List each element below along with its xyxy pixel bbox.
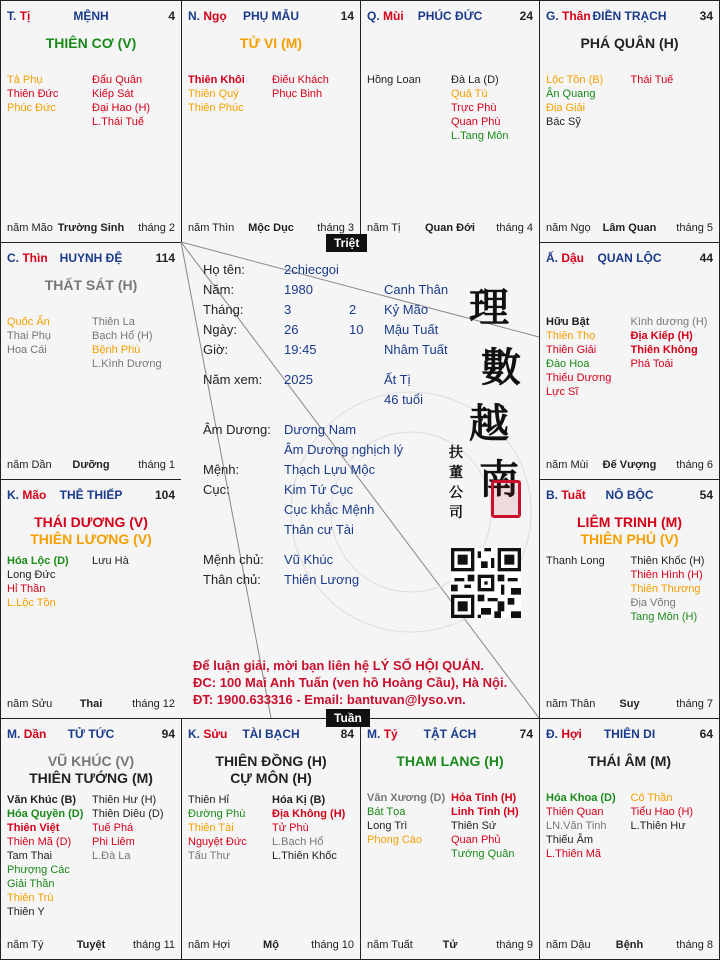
minor-star: Thai Phụ bbox=[7, 330, 52, 342]
palace-tu-tuc bbox=[0, 718, 182, 960]
palace-stage: Mộc Dục bbox=[248, 222, 294, 234]
palace-header bbox=[188, 727, 354, 743]
minor-stars bbox=[188, 73, 356, 213]
minor-star: L.Tang Môn bbox=[451, 130, 509, 142]
palace-footer bbox=[367, 222, 533, 236]
palace-year: năm Dậu bbox=[546, 939, 591, 951]
minor-stars bbox=[7, 73, 177, 213]
minor-star: Bác Sỹ bbox=[546, 116, 581, 128]
palace-can-chi: N. Ngọ bbox=[188, 9, 227, 23]
minor-stars bbox=[546, 315, 715, 455]
value-day-lunar-num: 10 bbox=[349, 322, 364, 337]
palace-header bbox=[367, 9, 533, 25]
minor-star: Địa Kiếp (H) bbox=[630, 330, 693, 342]
palace-footer bbox=[7, 698, 175, 712]
palace-footer bbox=[546, 459, 713, 473]
palace-header bbox=[367, 727, 533, 743]
minor-star: Lộc Tồn (B) bbox=[546, 74, 604, 86]
palace-tai-bach bbox=[181, 718, 361, 960]
palace-stage: Mộ bbox=[263, 939, 279, 951]
palace-year: năm Ngọ bbox=[546, 222, 591, 234]
palace-quan-loc bbox=[539, 242, 720, 480]
main-star: THẤT SÁT (H) bbox=[44, 277, 138, 293]
palace-stage: Tử bbox=[442, 939, 458, 951]
minor-star: Hỉ Thần bbox=[7, 583, 46, 595]
palace-number: 74 bbox=[519, 727, 533, 741]
label-than-chu: Thân chủ: bbox=[203, 572, 261, 587]
palace-footer bbox=[7, 939, 175, 953]
main-star: THIÊN CƠ (V) bbox=[45, 35, 137, 51]
minor-star: Thiên Phúc bbox=[188, 102, 244, 114]
minor-star: Hoa Cái bbox=[7, 344, 47, 356]
palace-footer bbox=[546, 222, 713, 236]
palace-number: 24 bbox=[519, 9, 533, 23]
minor-star: Linh Tinh (H) bbox=[451, 806, 519, 818]
minor-star: Thiên Khốc (H) bbox=[630, 555, 705, 567]
minor-star: Tuế Phá bbox=[92, 822, 134, 834]
palace-can-chi: K. Sửu bbox=[188, 727, 228, 741]
minor-star: L.Thiên Khốc bbox=[272, 850, 337, 862]
main-star: TỬ VI (M) bbox=[239, 35, 303, 51]
label-menh: Mệnh: bbox=[203, 462, 240, 477]
minor-star: Thiên Khôi bbox=[188, 74, 245, 86]
minor-star: Thiên Hư (H) bbox=[92, 794, 157, 806]
palace-month: tháng 2 bbox=[138, 222, 175, 234]
palace-can-chi: B. Tuất bbox=[546, 488, 586, 502]
value-view-year-lunar: Ất Tị bbox=[384, 372, 411, 387]
minor-star: Kiếp Sát bbox=[92, 88, 134, 100]
main-star: THIÊN ĐỒNG (H) bbox=[215, 753, 327, 769]
minor-star: Thiên Hỉ bbox=[188, 794, 229, 806]
triet-tag: Triệt bbox=[326, 234, 367, 252]
minor-star: Địa Không (H) bbox=[272, 808, 346, 820]
value-age: 46 tuổi bbox=[384, 392, 424, 407]
palace-year: năm Tị bbox=[367, 222, 401, 234]
minor-star: Quan Phù bbox=[451, 116, 501, 128]
contact-line: Để luận giải, mời bạn liên hệ LÝ SỐ HỘI QUÁN. bbox=[193, 658, 484, 673]
palace-month: tháng 6 bbox=[676, 459, 713, 471]
palace-can-chi: G. Thân bbox=[546, 9, 591, 23]
minor-star: Thiên Trù bbox=[7, 892, 54, 904]
palace-month: tháng 10 bbox=[311, 939, 354, 951]
palace-tat-ach bbox=[360, 718, 540, 960]
stamp-char: 司 bbox=[449, 505, 463, 521]
minor-star: Lực Sĩ bbox=[546, 386, 579, 398]
minor-star: Tử Phù bbox=[272, 822, 309, 834]
palace-footer bbox=[367, 939, 533, 953]
main-stars bbox=[5, 277, 177, 294]
palace-stage: Tuyệt bbox=[76, 939, 106, 951]
minor-star: L.Đà La bbox=[92, 850, 131, 862]
palace-can-chi: Ấ. Dậu bbox=[546, 251, 585, 265]
palace-can-chi: M. Tý bbox=[367, 727, 398, 741]
minor-star: Trực Phù bbox=[451, 102, 497, 114]
palace-stage: Lâm Quan bbox=[602, 222, 657, 234]
palace-month: tháng 9 bbox=[496, 939, 533, 951]
main-star: THIÊN TƯỚNG (M) bbox=[29, 770, 153, 786]
minor-star: Lưu Hà bbox=[92, 555, 129, 567]
palace-month: tháng 7 bbox=[676, 698, 713, 710]
palace-month: tháng 3 bbox=[317, 222, 354, 234]
palace-year: năm Dần bbox=[7, 459, 52, 471]
palace-stage: Bệnh bbox=[615, 939, 644, 951]
minor-stars bbox=[7, 315, 177, 455]
contact-line: ĐC: 100 Mai Anh Tuấn (ven hồ Hoàng Cầu), Hà Nội. bbox=[193, 675, 508, 690]
minor-stars bbox=[7, 554, 177, 694]
palace-name: THIÊN DI bbox=[603, 727, 656, 741]
minor-stars bbox=[188, 793, 356, 933]
minor-star: Quả Tú bbox=[451, 88, 488, 100]
minor-star: Tả Phụ bbox=[7, 74, 43, 86]
minor-star: Thiên Thương bbox=[630, 583, 701, 595]
minor-star: Điếu Khách bbox=[272, 74, 329, 86]
palace-month: tháng 5 bbox=[676, 222, 713, 234]
stamp-char: 扶 bbox=[449, 445, 463, 461]
palace-number: 64 bbox=[699, 727, 713, 741]
palace-name: PHÚC ĐỨC bbox=[417, 9, 483, 23]
value-amduong-2: Âm Dương nghịch lý bbox=[284, 442, 404, 457]
minor-star: Hỏa Tinh (H) bbox=[451, 792, 517, 804]
label-name: Họ tên: bbox=[203, 262, 245, 277]
palace-stage: Trường Sinh bbox=[57, 222, 125, 234]
palace-number: 114 bbox=[155, 251, 175, 265]
palace-number: 44 bbox=[699, 251, 713, 265]
red-seal-icon bbox=[491, 480, 521, 518]
minor-star: Cô Thần bbox=[630, 792, 673, 804]
qr-code-icon[interactable] bbox=[451, 548, 521, 618]
main-stars bbox=[544, 35, 715, 52]
label-day: Ngày: bbox=[203, 322, 237, 337]
minor-star: Bệnh Phù bbox=[92, 344, 141, 356]
palace-number: 54 bbox=[699, 488, 713, 502]
minor-star: Phượng Các bbox=[7, 864, 70, 876]
palace-dien-trach bbox=[539, 0, 720, 243]
value-cuc-3: Thân cư Tài bbox=[284, 522, 354, 537]
minor-star: Hữu Bật bbox=[546, 316, 590, 328]
palace-year: năm Sửu bbox=[7, 698, 53, 710]
main-star: THÁI DƯƠNG (V) bbox=[34, 514, 148, 530]
minor-star: L.Kình Dương bbox=[92, 358, 162, 370]
minor-star: Đẩu Quân bbox=[92, 74, 143, 86]
main-stars bbox=[5, 753, 177, 787]
value-month-lunar: Kỷ Mão bbox=[384, 302, 429, 317]
palace-header bbox=[7, 9, 175, 25]
palace-stage: Quan Đới bbox=[425, 222, 475, 234]
palace-footer bbox=[7, 222, 175, 236]
minor-stars bbox=[367, 73, 535, 213]
minor-star: Thiên Đức bbox=[7, 88, 59, 100]
label-amduong: Âm Dương: bbox=[203, 422, 271, 437]
minor-star: Đại Hao (H) bbox=[92, 102, 151, 114]
palace-month: tháng 12 bbox=[132, 698, 175, 710]
minor-star: Long Trì bbox=[367, 820, 408, 832]
palace-header bbox=[7, 251, 175, 267]
calligraphy-char: 越 bbox=[469, 400, 509, 447]
minor-star: Long Đức bbox=[7, 569, 56, 581]
palace-stage: Suy bbox=[619, 698, 640, 710]
minor-star: LN.Văn Tinh bbox=[546, 820, 607, 832]
value-cuc-2: Cục khắc Mệnh bbox=[284, 502, 375, 517]
main-star: CỰ MÔN (H) bbox=[230, 770, 312, 786]
main-stars bbox=[5, 35, 177, 52]
palace-month: tháng 11 bbox=[132, 939, 175, 951]
palace-phuc-duc bbox=[360, 0, 540, 243]
value-view-year: 2025 bbox=[284, 372, 313, 387]
minor-star: Thiên Sứ bbox=[451, 820, 497, 832]
palace-can-chi: M. Dần bbox=[7, 727, 47, 741]
stamp-char: 董 bbox=[449, 465, 463, 481]
palace-header bbox=[546, 727, 713, 743]
label-cuc: Cục: bbox=[203, 482, 230, 497]
minor-star: Thiên Y bbox=[7, 906, 45, 918]
palace-footer bbox=[7, 459, 175, 473]
palace-header bbox=[546, 251, 713, 267]
palace-header bbox=[546, 9, 713, 25]
palace-month: tháng 4 bbox=[496, 222, 533, 234]
contact-line: ĐT: 1900.633316 - Email: bantuvan@lyso.vn. bbox=[193, 692, 466, 707]
minor-star: Thiếu Dương bbox=[546, 372, 612, 384]
value-day-lunar: Mậu Tuất bbox=[384, 322, 439, 337]
palace-footer bbox=[546, 698, 713, 712]
main-star: PHÁ QUÂN (H) bbox=[580, 35, 679, 51]
minor-star: Thiếu Âm bbox=[546, 834, 594, 846]
minor-star: Thiên Không bbox=[630, 344, 698, 356]
minor-stars bbox=[7, 793, 177, 933]
palace-can-chi: Đ. Hợi bbox=[546, 727, 582, 741]
minor-star: Thiên Mã (D) bbox=[7, 836, 72, 848]
value-menh: Thạch Lựu Mộc bbox=[284, 462, 376, 477]
palace-number: 94 bbox=[161, 727, 175, 741]
palace-name: MỆNH bbox=[73, 9, 109, 23]
minor-star: Hóa Khoa (D) bbox=[546, 792, 616, 804]
minor-star: Phúc Đức bbox=[7, 102, 56, 114]
palace-header bbox=[7, 488, 175, 504]
value-month-lunar-num: 2 bbox=[349, 302, 357, 317]
main-star: LIÊM TRINH (M) bbox=[577, 514, 682, 530]
minor-star: Nguyệt Đức bbox=[188, 836, 247, 848]
palace-thien-di bbox=[539, 718, 720, 960]
value-month-solar: 3 bbox=[284, 302, 292, 317]
minor-star: Tang Môn (H) bbox=[630, 611, 698, 623]
main-stars bbox=[365, 753, 535, 770]
calligraphy-char: 數 bbox=[481, 344, 521, 391]
minor-star: Quan Phủ bbox=[451, 834, 501, 846]
value-menh-chu: Vũ Khúc bbox=[284, 552, 334, 567]
minor-stars bbox=[546, 73, 715, 213]
palace-name: PHỤ MẪU bbox=[243, 9, 299, 23]
label-menh-chu: Mệnh chủ: bbox=[203, 552, 264, 567]
minor-stars bbox=[367, 791, 535, 931]
stamp-char: 公 bbox=[449, 485, 463, 501]
minor-star: L.Thiên Mã bbox=[546, 848, 602, 860]
palace-number: 34 bbox=[699, 9, 713, 23]
main-stars bbox=[544, 514, 715, 548]
palace-can-chi: K. Mão bbox=[7, 488, 47, 502]
calligraphy-char: 南 bbox=[479, 456, 519, 503]
main-star: THIÊN PHỦ (V) bbox=[580, 531, 679, 547]
minor-star: Hóa Quyền (D) bbox=[7, 808, 84, 820]
minor-star: Ân Quang bbox=[546, 88, 596, 100]
value-day-solar: 26 bbox=[284, 322, 299, 337]
minor-star: L.Bạch Hổ bbox=[272, 836, 324, 848]
minor-star: Đường Phù bbox=[188, 808, 246, 820]
minor-star: Kình dương (H) bbox=[630, 316, 708, 328]
palace-stage: Thai bbox=[79, 698, 103, 710]
minor-star: Bạch Hổ (H) bbox=[92, 330, 153, 342]
value-than-chu: Thiên Lương bbox=[284, 572, 360, 587]
palace-name: TỬ TỨC bbox=[67, 727, 115, 741]
main-stars bbox=[186, 35, 356, 52]
palace-number: 84 bbox=[340, 727, 354, 741]
value-year-lunar: Canh Thân bbox=[384, 282, 449, 297]
palace-year: năm Tuất bbox=[367, 939, 413, 951]
palace-month: tháng 8 bbox=[676, 939, 713, 951]
minor-star: Phong Cáo bbox=[367, 834, 423, 846]
main-star: THAM LANG (H) bbox=[396, 753, 504, 769]
palace-can-chi: T. Tị bbox=[7, 9, 31, 23]
minor-star: Phi Liêm bbox=[92, 836, 135, 848]
palace-phu-mau bbox=[181, 0, 361, 243]
minor-star: Tiểu Hao (H) bbox=[630, 806, 694, 818]
palace-huynh-de bbox=[0, 242, 182, 480]
minor-star: Thiên Hình (H) bbox=[630, 569, 703, 581]
minor-star: Thiên La bbox=[92, 316, 135, 328]
palace-number: 4 bbox=[168, 9, 175, 23]
minor-star: Hóa Lộc (D) bbox=[7, 555, 69, 567]
tuan-tag: Tuần bbox=[326, 709, 370, 727]
palace-menh bbox=[0, 0, 182, 243]
minor-star: Văn Xương (D) bbox=[367, 792, 446, 804]
palace-number: 104 bbox=[154, 488, 175, 502]
palace-header bbox=[188, 9, 354, 25]
palace-name: ĐIỀN TRẠCH bbox=[592, 9, 667, 23]
palace-header bbox=[546, 488, 713, 504]
minor-star: Văn Khúc (B) bbox=[7, 794, 77, 806]
main-star: THÁI ÂM (M) bbox=[587, 753, 672, 769]
palace-stage: Dưỡng bbox=[72, 459, 110, 471]
center-panel bbox=[181, 242, 539, 718]
minor-star: L.Thiên Hư bbox=[630, 820, 686, 832]
palace-name: QUAN LỘC bbox=[597, 251, 662, 265]
minor-star: Hồng Loan bbox=[367, 74, 421, 86]
minor-star: Thiên Diêu (D) bbox=[92, 808, 164, 820]
minor-star: Thiên Việt bbox=[7, 822, 60, 834]
main-stars bbox=[544, 753, 715, 770]
palace-name: THÊ THIẾP bbox=[59, 488, 123, 502]
main-stars bbox=[186, 753, 356, 787]
minor-star: L.Lộc Tồn bbox=[7, 597, 56, 609]
palace-footer bbox=[546, 939, 713, 953]
minor-star: Giải Thần bbox=[7, 878, 55, 890]
minor-star: Đà La (D) bbox=[451, 74, 499, 86]
value-amduong-1: Dương Nam bbox=[284, 422, 357, 437]
palace-can-chi: Q. Mùi bbox=[367, 9, 404, 23]
minor-stars bbox=[546, 791, 715, 931]
minor-star: Tướng Quân bbox=[451, 848, 515, 860]
value-name: 2chiecgoi bbox=[284, 262, 339, 277]
palace-name: NÔ BỘC bbox=[605, 488, 654, 502]
palace-number: 14 bbox=[340, 9, 354, 23]
palace-stage: Đế Vượng bbox=[602, 459, 657, 471]
minor-star: Quốc Ấn bbox=[7, 316, 50, 328]
palace-month: tháng 1 bbox=[138, 459, 175, 471]
palace-name: TẬT ÁCH bbox=[423, 727, 477, 741]
label-view-year: Năm xem: bbox=[203, 372, 263, 387]
label-year: Năm: bbox=[203, 282, 235, 297]
palace-year: năm Tý bbox=[7, 939, 44, 951]
value-hour-lunar: Nhâm Tuất bbox=[384, 342, 448, 357]
value-year-solar: 1980 bbox=[284, 282, 313, 297]
label-hour: Giờ: bbox=[203, 342, 229, 357]
minor-star: Tấu Thư bbox=[188, 850, 231, 862]
value-hour-solar: 19:45 bbox=[284, 342, 317, 357]
palace-year: năm Thìn bbox=[188, 222, 235, 234]
minor-star: Thanh Long bbox=[546, 555, 605, 567]
minor-stars bbox=[546, 554, 715, 694]
main-stars bbox=[5, 514, 177, 548]
minor-star: Thiên Tài bbox=[188, 822, 234, 834]
minor-star: Thiên Giải bbox=[546, 344, 597, 356]
minor-star: Địa Giải bbox=[546, 102, 586, 114]
palace-the-thiep bbox=[0, 479, 182, 719]
label-month: Tháng: bbox=[203, 302, 244, 317]
palace-year: năm Hợi bbox=[188, 939, 231, 951]
main-star: VŨ KHÚC (V) bbox=[47, 753, 135, 769]
minor-star: Hóa Kị (B) bbox=[272, 794, 326, 806]
minor-star: Thiên Quan bbox=[546, 806, 604, 818]
minor-star: Tam Thai bbox=[7, 850, 53, 862]
calligraphy-char: 理 bbox=[469, 284, 509, 331]
minor-star: Thái Tuế bbox=[630, 74, 674, 86]
palace-name: TÀI BẠCH bbox=[242, 727, 300, 741]
minor-star: Thiên Thọ bbox=[546, 330, 596, 342]
palace-header bbox=[7, 727, 175, 743]
minor-star: Địa Võng bbox=[630, 597, 676, 609]
minor-star: Thiên Quý bbox=[188, 88, 239, 100]
main-star: THIÊN LƯƠNG (V) bbox=[30, 531, 152, 547]
minor-star: Đào Hoa bbox=[546, 358, 590, 370]
palace-no-boc bbox=[539, 479, 720, 719]
palace-year: năm Thân bbox=[546, 698, 596, 710]
value-cuc-1: Kim Tứ Cục bbox=[284, 482, 354, 497]
palace-year: năm Mão bbox=[7, 222, 53, 234]
minor-star: Phục Binh bbox=[272, 88, 323, 100]
palace-footer bbox=[188, 939, 354, 953]
minor-star: Phá Toái bbox=[630, 358, 674, 370]
minor-star: L.Thái Tuế bbox=[92, 116, 144, 128]
palace-year: năm Mùi bbox=[546, 459, 589, 471]
palace-name: HUYNH ĐỆ bbox=[59, 251, 123, 265]
palace-can-chi: C. Thìn bbox=[7, 251, 48, 265]
minor-star: Bát Tọa bbox=[367, 806, 406, 818]
